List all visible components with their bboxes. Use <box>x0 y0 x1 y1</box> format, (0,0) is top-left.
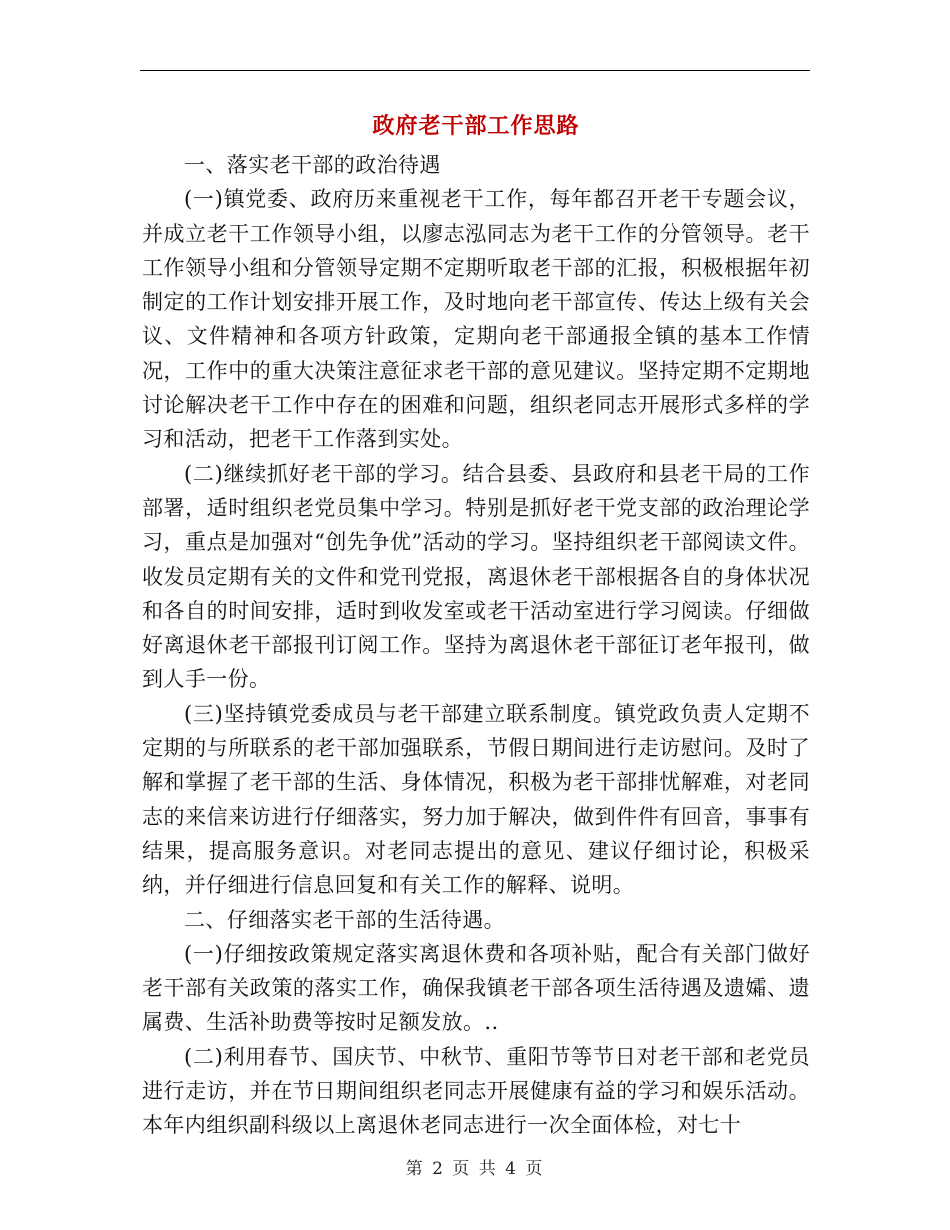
paragraph: (三)坚持镇党委成员与老干部建立联系制度。镇党政负责人定期不定期的与所联系的老干部加强联系，节假日期间进行走访慰问。及时了解和掌握了老干部的生活、身体情况，积极为老干部排忧解难，对老同志的来信来访进行仔细落实，努力加于解决，做到件件有回音，事事有结果，提高服务意识。对老同志提出的意见、建议仔细讨论，积极采纳，并仔细进行信息回复和有关工作的解释、说明。 <box>142 701 810 898</box>
section-heading-2: 二、仔细落实老干部的生活待遇。 <box>184 907 505 932</box>
document-title: 政府老干部工作思路 <box>372 113 580 139</box>
header-rule <box>140 70 810 71</box>
footer-suffix: 页 <box>525 1159 545 1179</box>
paragraph: (一)镇党委、政府历来重视老干工作，每年都召开老干专题会议，并成立老干工作领导小组，以廖志泓同志为老干工作的分管领导。老干工作领导小组和分管领导定期不定期听取老干部的汇报，积极根据年初制定的工作计划安排开展工作，及时地向老干部宣传、传达上级有关会议、文件精神和各项方针政策，定期向老干部通报全镇的基本工作情况，工作中的重大决策注意征求老干部的意见建议。坚持定期不定期地讨论解决老干工作中存在的困难和问题，组织老同志开展形式多样的学习和活动，把老干工作落到实处。 <box>142 187 810 452</box>
paragraph: (二)继续抓好老干部的学习。结合县委、县政府和县老干局的工作部署，适时组织老党员集中学习。特别是抓好老干党支部的政治理论学习，重点是加强对“创先争优”活动的学习。坚持组织老干部阅读文件。收发员定期有关的文件和党刊党报，离退休老干部根据各自的身体状况和各自的时间安排，适时到收发室或老干活动室进行学习阅读。仔细做好离退休老干部报刊订阅工作。坚持为离退休老干部征订老年报刊，做到人手一份。 <box>142 461 810 692</box>
document-body <box>142 104 810 1143</box>
footer-prefix: 第 <box>405 1159 425 1179</box>
paragraph: (二)利用春节、国庆节、中秋节、重阳节等节日对老干部和老党员进行走访，并在节日期间组织老同志开展健康有益的学习和娱乐活动。本年内组织副科级以上离退休老同志进行一次全面体检，对七十 <box>142 1044 810 1138</box>
footer-total-pages: 4 <box>505 1159 518 1179</box>
page-footer <box>0 1154 950 1179</box>
section-heading-1: 一、落实老干部的政治待遇 <box>184 153 441 177</box>
paragraph: (一)仔细按政策规定落实离退休费和各项补贴，配合有关部门做好老干部有关政策的落实工作，确保我镇老干部各项生活待遇及遗孀、遗属费、生活补助费等按时足额发放。.. <box>142 941 810 1035</box>
footer-page-number: 2 <box>432 1159 445 1179</box>
footer-middle: 页 共 <box>452 1159 498 1179</box>
